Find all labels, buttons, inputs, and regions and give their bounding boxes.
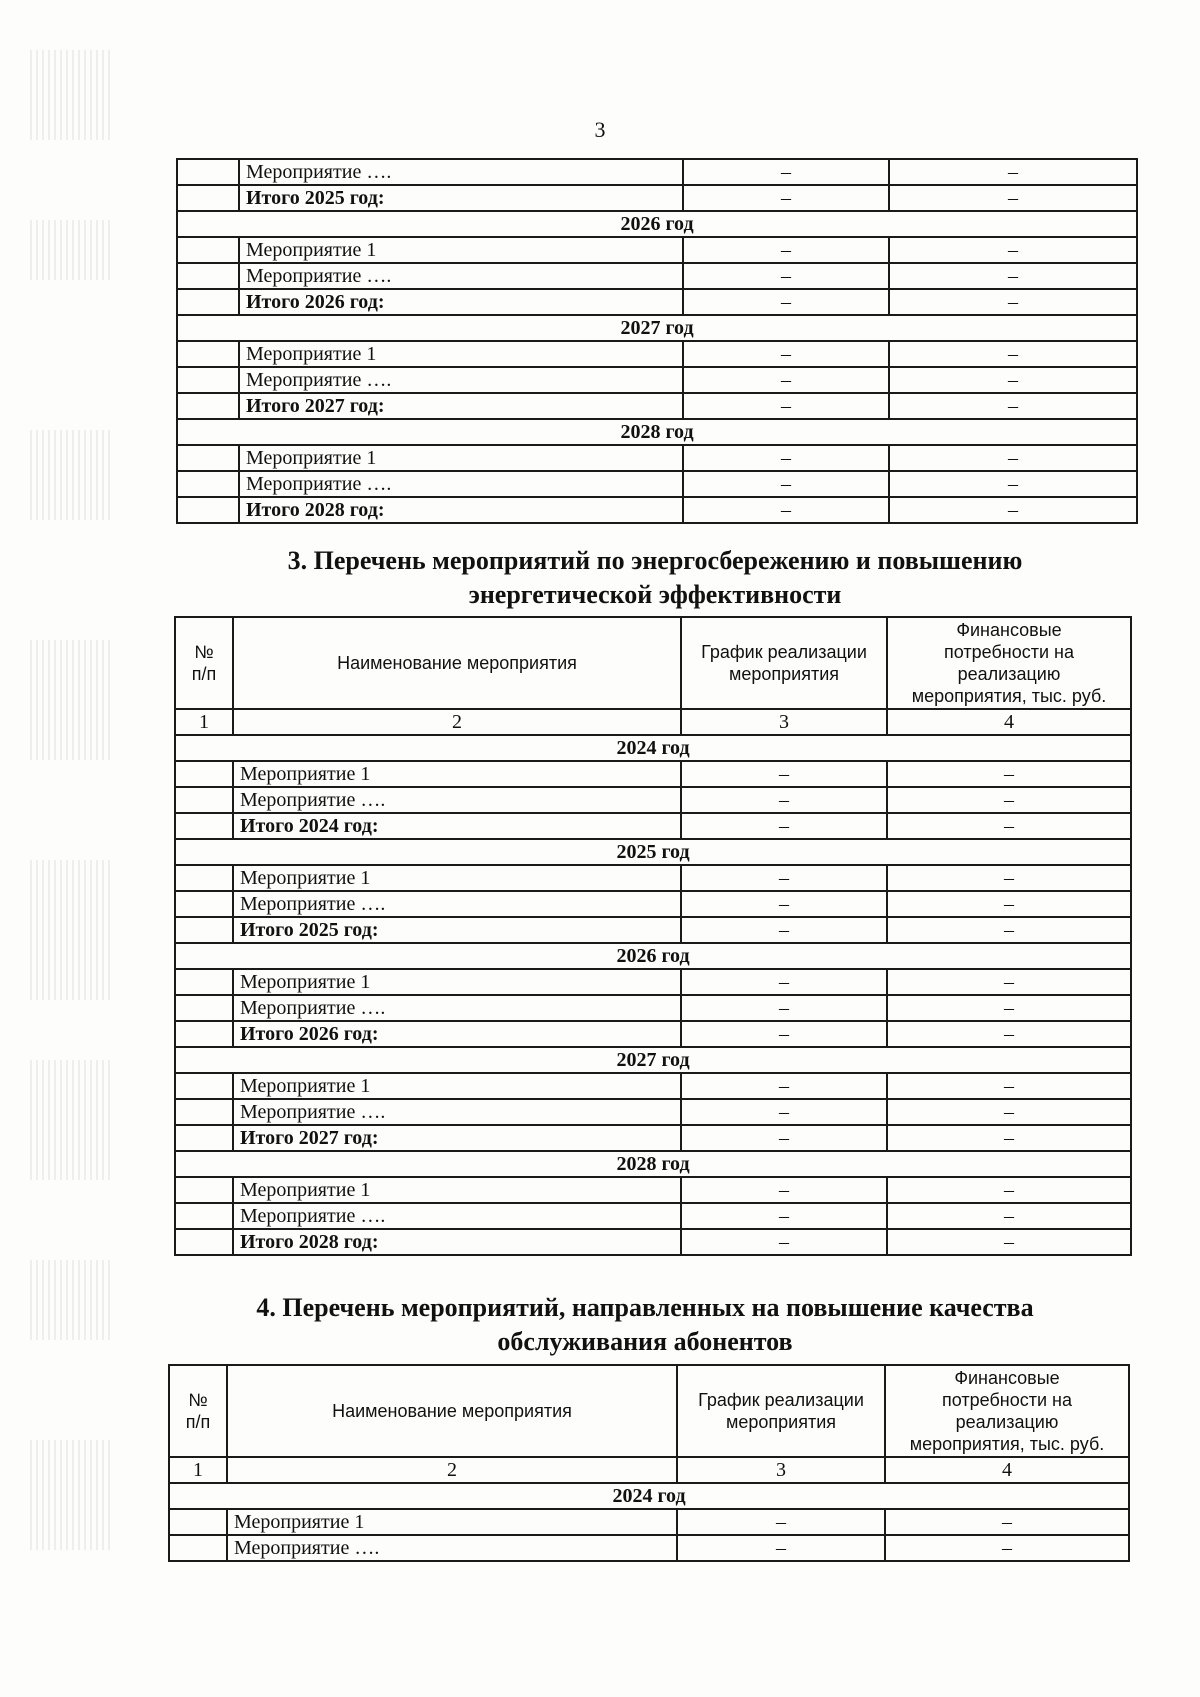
year-heading: 2025 год <box>175 839 1131 865</box>
activity-name: Мероприятие 1 <box>239 237 683 263</box>
table-row <box>175 969 1131 995</box>
activity-name: Мероприятие …. <box>239 263 683 289</box>
schedule-total: – <box>681 813 887 839</box>
row-number-cell <box>169 1509 227 1535</box>
year-heading: 2028 год <box>177 419 1137 445</box>
finance-total: – <box>889 185 1137 211</box>
finance-total: – <box>887 813 1131 839</box>
table-row <box>175 1073 1131 1099</box>
year-row <box>175 943 1131 969</box>
schedule-value: – <box>681 761 887 787</box>
column-header-number: № п/п <box>169 1365 227 1457</box>
total-label: Итого 2026 год: <box>233 1021 681 1047</box>
row-number-cell <box>175 761 233 787</box>
activity-name: Мероприятие 1 <box>233 761 681 787</box>
finance-value: – <box>887 1099 1131 1125</box>
finance-value: – <box>887 995 1131 1021</box>
column-number: 2 <box>227 1457 677 1483</box>
year-heading: 2026 год <box>177 211 1137 237</box>
total-row <box>175 813 1131 839</box>
finance-value: – <box>887 969 1131 995</box>
section-4-title-line1: 4. Перечень мероприятий, направленных на повышение качества <box>256 1293 1034 1322</box>
table-row <box>169 1509 1129 1535</box>
finance-total: – <box>887 917 1131 943</box>
schedule-total: – <box>681 917 887 943</box>
year-heading: 2028 год <box>175 1151 1131 1177</box>
year-row <box>177 315 1137 341</box>
finance-value: – <box>887 891 1131 917</box>
activity-name: Мероприятие …. <box>239 367 683 393</box>
schedule-value: – <box>683 341 889 367</box>
schedule-value: – <box>681 1073 887 1099</box>
schedule-total: – <box>683 289 889 315</box>
year-row <box>175 735 1131 761</box>
schedule-total: – <box>683 497 889 523</box>
row-number-cell <box>177 341 239 367</box>
scan-noise <box>30 1260 110 1340</box>
column-header-number: № п/п <box>175 617 233 709</box>
column-header-finance: Финансовые потребности на реализацию мероприятия, тыс. руб. <box>887 617 1131 709</box>
finance-value: – <box>889 341 1137 367</box>
row-number-cell <box>177 185 239 211</box>
row-number-cell <box>175 813 233 839</box>
finance-total: – <box>887 1125 1131 1151</box>
total-row <box>175 1229 1131 1255</box>
schedule-value: – <box>683 159 889 185</box>
total-label: Итого 2028 год: <box>239 497 683 523</box>
activity-name: Мероприятие 1 <box>239 341 683 367</box>
row-number-cell <box>175 1073 233 1099</box>
schedule-value: – <box>683 237 889 263</box>
table-row <box>177 471 1137 497</box>
schedule-value: – <box>683 367 889 393</box>
table-row <box>177 445 1137 471</box>
section-3-title-line1: 3. Перечень мероприятий по энергосбережению и повышению <box>287 546 1023 575</box>
row-number-cell <box>177 159 239 185</box>
row-number-cell <box>177 497 239 523</box>
column-number: 4 <box>887 709 1131 735</box>
finance-total: – <box>889 393 1137 419</box>
year-row <box>175 839 1131 865</box>
column-number: 2 <box>233 709 681 735</box>
year-row <box>177 211 1137 237</box>
schedule-value: – <box>677 1535 885 1561</box>
total-label: Итого 2025 год: <box>239 185 683 211</box>
finance-value: – <box>887 787 1131 813</box>
schedule-total: – <box>681 1021 887 1047</box>
schedule-value: – <box>681 995 887 1021</box>
finance-value: – <box>885 1509 1129 1535</box>
section-3-title-line2: энергетической эффективности <box>468 580 842 609</box>
year-row <box>175 1047 1131 1073</box>
row-number-cell <box>175 1177 233 1203</box>
activity-name: Мероприятие 1 <box>233 865 681 891</box>
column-number: 3 <box>677 1457 885 1483</box>
total-row <box>177 185 1137 211</box>
column-header-finance: Финансовые потребности на реализацию мероприятия, тыс. руб. <box>885 1365 1129 1457</box>
column-header-name: Наименование мероприятия <box>233 617 681 709</box>
finance-value: – <box>889 445 1137 471</box>
finance-value: – <box>885 1535 1129 1561</box>
scan-noise <box>30 1440 110 1550</box>
section-4-heading <box>170 1291 1120 1359</box>
row-number-cell <box>169 1535 227 1561</box>
activity-name: Мероприятие 1 <box>233 1073 681 1099</box>
activity-name: Мероприятие …. <box>233 1203 681 1229</box>
schedule-value: – <box>681 787 887 813</box>
total-label: Итого 2028 год: <box>233 1229 681 1255</box>
row-number-cell <box>177 393 239 419</box>
activity-name: Мероприятие 1 <box>239 445 683 471</box>
scan-noise <box>30 860 110 1000</box>
service-quality-activities-table <box>168 1364 1130 1562</box>
table-row <box>177 263 1137 289</box>
table-row <box>177 341 1137 367</box>
schedule-value: – <box>681 1203 887 1229</box>
schedule-value: – <box>681 1177 887 1203</box>
table-row <box>177 367 1137 393</box>
activity-name: Мероприятие …. <box>233 1099 681 1125</box>
row-number-cell <box>175 865 233 891</box>
row-number-cell <box>175 787 233 813</box>
finance-total: – <box>889 497 1137 523</box>
total-label: Итого 2024 год: <box>233 813 681 839</box>
section-4-title-line2: обслуживания абонентов <box>497 1327 793 1356</box>
column-header-schedule: График реализации мероприятия <box>677 1365 885 1457</box>
column-header-name: Наименование мероприятия <box>227 1365 677 1457</box>
schedule-value: – <box>681 969 887 995</box>
finance-value: – <box>887 761 1131 787</box>
row-number-cell <box>175 917 233 943</box>
schedule-value: – <box>681 1099 887 1125</box>
year-row <box>177 419 1137 445</box>
schedule-total: – <box>681 1229 887 1255</box>
activity-name: Мероприятие 1 <box>233 1177 681 1203</box>
schedule-value: – <box>681 865 887 891</box>
scan-noise <box>30 430 110 520</box>
activity-name: Мероприятие …. <box>239 159 683 185</box>
finance-value: – <box>889 159 1137 185</box>
activity-name: Мероприятие …. <box>239 471 683 497</box>
row-number-cell <box>175 1125 233 1151</box>
year-heading: 2024 год <box>175 735 1131 761</box>
schedule-value: – <box>683 471 889 497</box>
page-number: 3 <box>594 117 606 142</box>
row-number-cell <box>175 969 233 995</box>
schedule-total: – <box>683 185 889 211</box>
row-number-cell <box>177 289 239 315</box>
total-label: Итого 2026 год: <box>239 289 683 315</box>
finance-value: – <box>887 1073 1131 1099</box>
total-label: Итого 2025 год: <box>233 917 681 943</box>
schedule-value: – <box>683 263 889 289</box>
table-row <box>175 761 1131 787</box>
activity-name: Мероприятие …. <box>233 995 681 1021</box>
row-number-cell <box>175 995 233 1021</box>
total-label: Итого 2027 год: <box>233 1125 681 1151</box>
activity-name: Мероприятие …. <box>233 787 681 813</box>
finance-value: – <box>887 865 1131 891</box>
table-row <box>175 1099 1131 1125</box>
row-number-cell <box>175 1099 233 1125</box>
year-heading: 2027 год <box>177 315 1137 341</box>
column-number: 3 <box>681 709 887 735</box>
row-number-cell <box>177 263 239 289</box>
year-row <box>175 1151 1131 1177</box>
section-3-heading <box>180 544 1130 612</box>
finance-value: – <box>889 471 1137 497</box>
column-number: 4 <box>885 1457 1129 1483</box>
finance-value: – <box>889 237 1137 263</box>
total-row <box>177 289 1137 315</box>
activity-name: Мероприятие …. <box>227 1535 677 1561</box>
finance-total: – <box>887 1021 1131 1047</box>
schedule-total: – <box>681 1125 887 1151</box>
schedule-total: – <box>683 393 889 419</box>
table-row <box>175 787 1131 813</box>
column-number: 1 <box>175 709 233 735</box>
energy-saving-activities-table <box>174 616 1132 1256</box>
year-heading: 2024 год <box>169 1483 1129 1509</box>
column-number-row <box>175 709 1131 735</box>
row-number-cell <box>177 471 239 497</box>
total-row <box>175 917 1131 943</box>
total-row <box>175 1021 1131 1047</box>
scan-noise <box>30 1060 110 1180</box>
scan-noise <box>30 640 110 760</box>
column-number-row <box>169 1457 1129 1483</box>
finance-value: – <box>889 367 1137 393</box>
row-number-cell <box>175 1203 233 1229</box>
table-row <box>175 1203 1131 1229</box>
header-row <box>175 617 1131 709</box>
total-label: Итого 2027 год: <box>239 393 683 419</box>
table-row <box>175 995 1131 1021</box>
total-row <box>175 1125 1131 1151</box>
year-heading: 2026 год <box>175 943 1131 969</box>
total-row <box>177 393 1137 419</box>
finance-value: – <box>889 263 1137 289</box>
table-row <box>175 891 1131 917</box>
activity-name: Мероприятие 1 <box>227 1509 677 1535</box>
header-row <box>169 1365 1129 1457</box>
year-row <box>169 1483 1129 1509</box>
table-row <box>177 237 1137 263</box>
column-header-schedule: График реализации мероприятия <box>681 617 887 709</box>
row-number-cell <box>175 1021 233 1047</box>
table-row <box>175 1177 1131 1203</box>
scan-noise <box>30 220 110 280</box>
column-number: 1 <box>169 1457 227 1483</box>
year-heading: 2027 год <box>175 1047 1131 1073</box>
row-number-cell <box>175 1229 233 1255</box>
schedule-value: – <box>681 891 887 917</box>
row-number-cell <box>177 367 239 393</box>
activity-name: Мероприятие …. <box>233 891 681 917</box>
schedule-value: – <box>683 445 889 471</box>
table-row <box>169 1535 1129 1561</box>
table-row <box>177 159 1137 185</box>
activity-name: Мероприятие 1 <box>233 969 681 995</box>
activities-table-continued <box>176 158 1138 524</box>
total-row <box>177 497 1137 523</box>
finance-value: – <box>887 1177 1131 1203</box>
finance-total: – <box>889 289 1137 315</box>
row-number-cell <box>177 237 239 263</box>
row-number-cell <box>175 891 233 917</box>
finance-value: – <box>887 1203 1131 1229</box>
finance-total: – <box>887 1229 1131 1255</box>
schedule-value: – <box>677 1509 885 1535</box>
table-row <box>175 865 1131 891</box>
row-number-cell <box>177 445 239 471</box>
